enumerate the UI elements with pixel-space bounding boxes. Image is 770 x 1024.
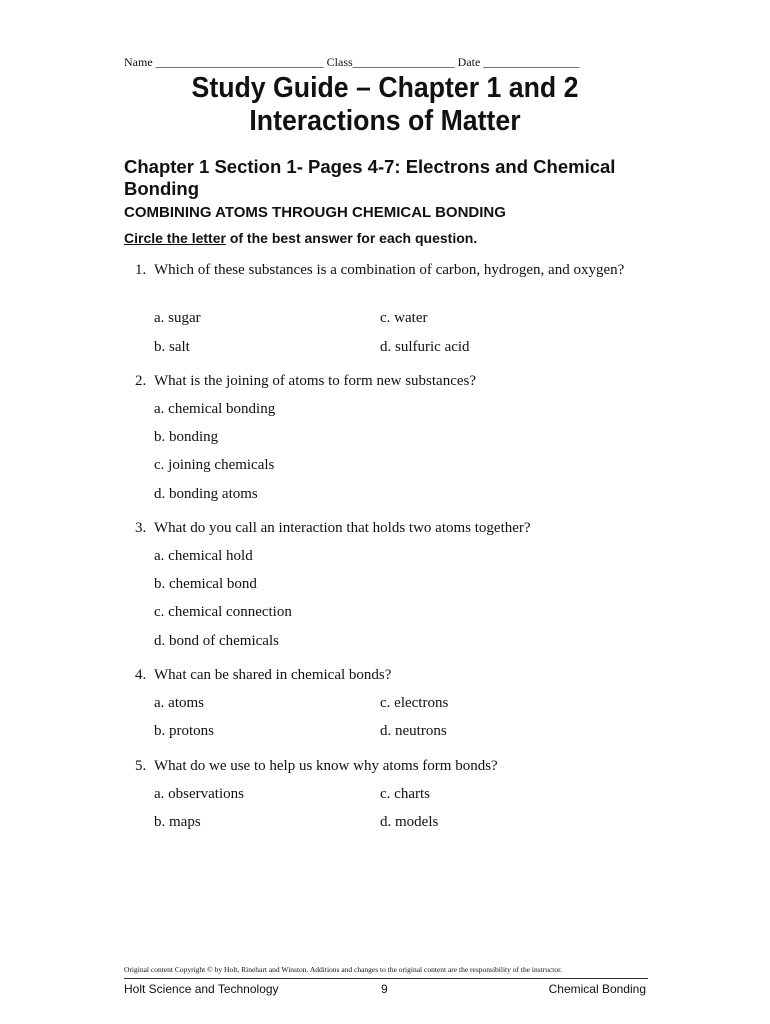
option-2c[interactable]: c. joining chemicals (154, 457, 275, 473)
footer-chapter-title: Chemical Bonding (548, 982, 646, 996)
option-3b[interactable]: b. chemical bond (154, 576, 257, 592)
option-2a[interactable]: a. chemical bonding (154, 401, 276, 417)
footer-divider (124, 978, 648, 979)
option-5d[interactable]: d. models (380, 814, 439, 830)
option-4b[interactable]: b. protons (154, 723, 214, 739)
question-number: 4. (135, 667, 147, 683)
option-4a[interactable]: a. atoms (154, 695, 204, 711)
question-text: What is the joining of atoms to form new substances? (154, 373, 477, 389)
option-3a[interactable]: a. chemical hold (154, 548, 253, 564)
question-number: 2. (135, 373, 147, 389)
instruction-text (124, 230, 477, 246)
question-number: 3. (135, 520, 147, 536)
option-3d[interactable]: d. bond of chemicals (154, 633, 279, 649)
question-text: What can be shared in chemical bonds? (154, 667, 392, 683)
question-1 (135, 260, 635, 281)
option-4d[interactable]: d. neutrons (380, 723, 447, 739)
question-2 (135, 371, 635, 392)
question-text: What do we use to help us know why atoms form bonds? (154, 758, 498, 774)
subsection-heading: COMBINING ATOMS THROUGH CHEMICAL BONDING (124, 204, 506, 221)
option-1c[interactable]: c. water (380, 310, 428, 326)
question-3 (135, 518, 635, 539)
page-number: 9 (381, 982, 388, 996)
option-4c[interactable]: c. electrons (380, 695, 449, 711)
option-3c[interactable]: c. chemical connection (154, 604, 292, 620)
instruction-underlined: Circle the letter (124, 230, 226, 246)
title-line-2: Interactions of Matter (249, 105, 521, 137)
page-title (31, 72, 739, 138)
option-5b[interactable]: b. maps (154, 814, 201, 830)
option-2d[interactable]: d. bonding atoms (154, 486, 258, 502)
option-1a[interactable]: a. sugar (154, 310, 201, 326)
option-1b[interactable]: b. salt (154, 339, 190, 355)
instruction-rest: of the best answer for each question. (225, 230, 478, 246)
title-line-1: Study Guide – Chapter 1 and 2 (191, 72, 579, 104)
question-5 (135, 756, 635, 777)
footer-publisher: Holt Science and Technology (124, 982, 279, 996)
question-text: Which of these substances is a combination of carbon, hydrogen, and oxygen? (154, 262, 625, 278)
question-number: 1. (135, 262, 147, 278)
option-5c[interactable]: c. charts (380, 786, 430, 802)
copyright-notice: Original content Copyright © by Holt, Rinehart and Winston. Additions and changes to the original content are the responsibility of the instructor. (124, 965, 563, 974)
option-1d[interactable]: d. sulfuric acid (380, 339, 470, 355)
name-class-date-line: Name ____________________________ Class_________________ Date ________________ (124, 55, 580, 69)
section-heading: Chapter 1 Section 1- Pages 4-7: Electrons and Chemical Bonding (124, 156, 616, 199)
question-text: What do you call an interaction that holds two atoms together? (154, 520, 531, 536)
option-2b[interactable]: b. bonding (154, 429, 219, 445)
question-number: 5. (135, 758, 147, 774)
question-4 (135, 665, 635, 686)
option-5a[interactable]: a. observations (154, 786, 244, 802)
